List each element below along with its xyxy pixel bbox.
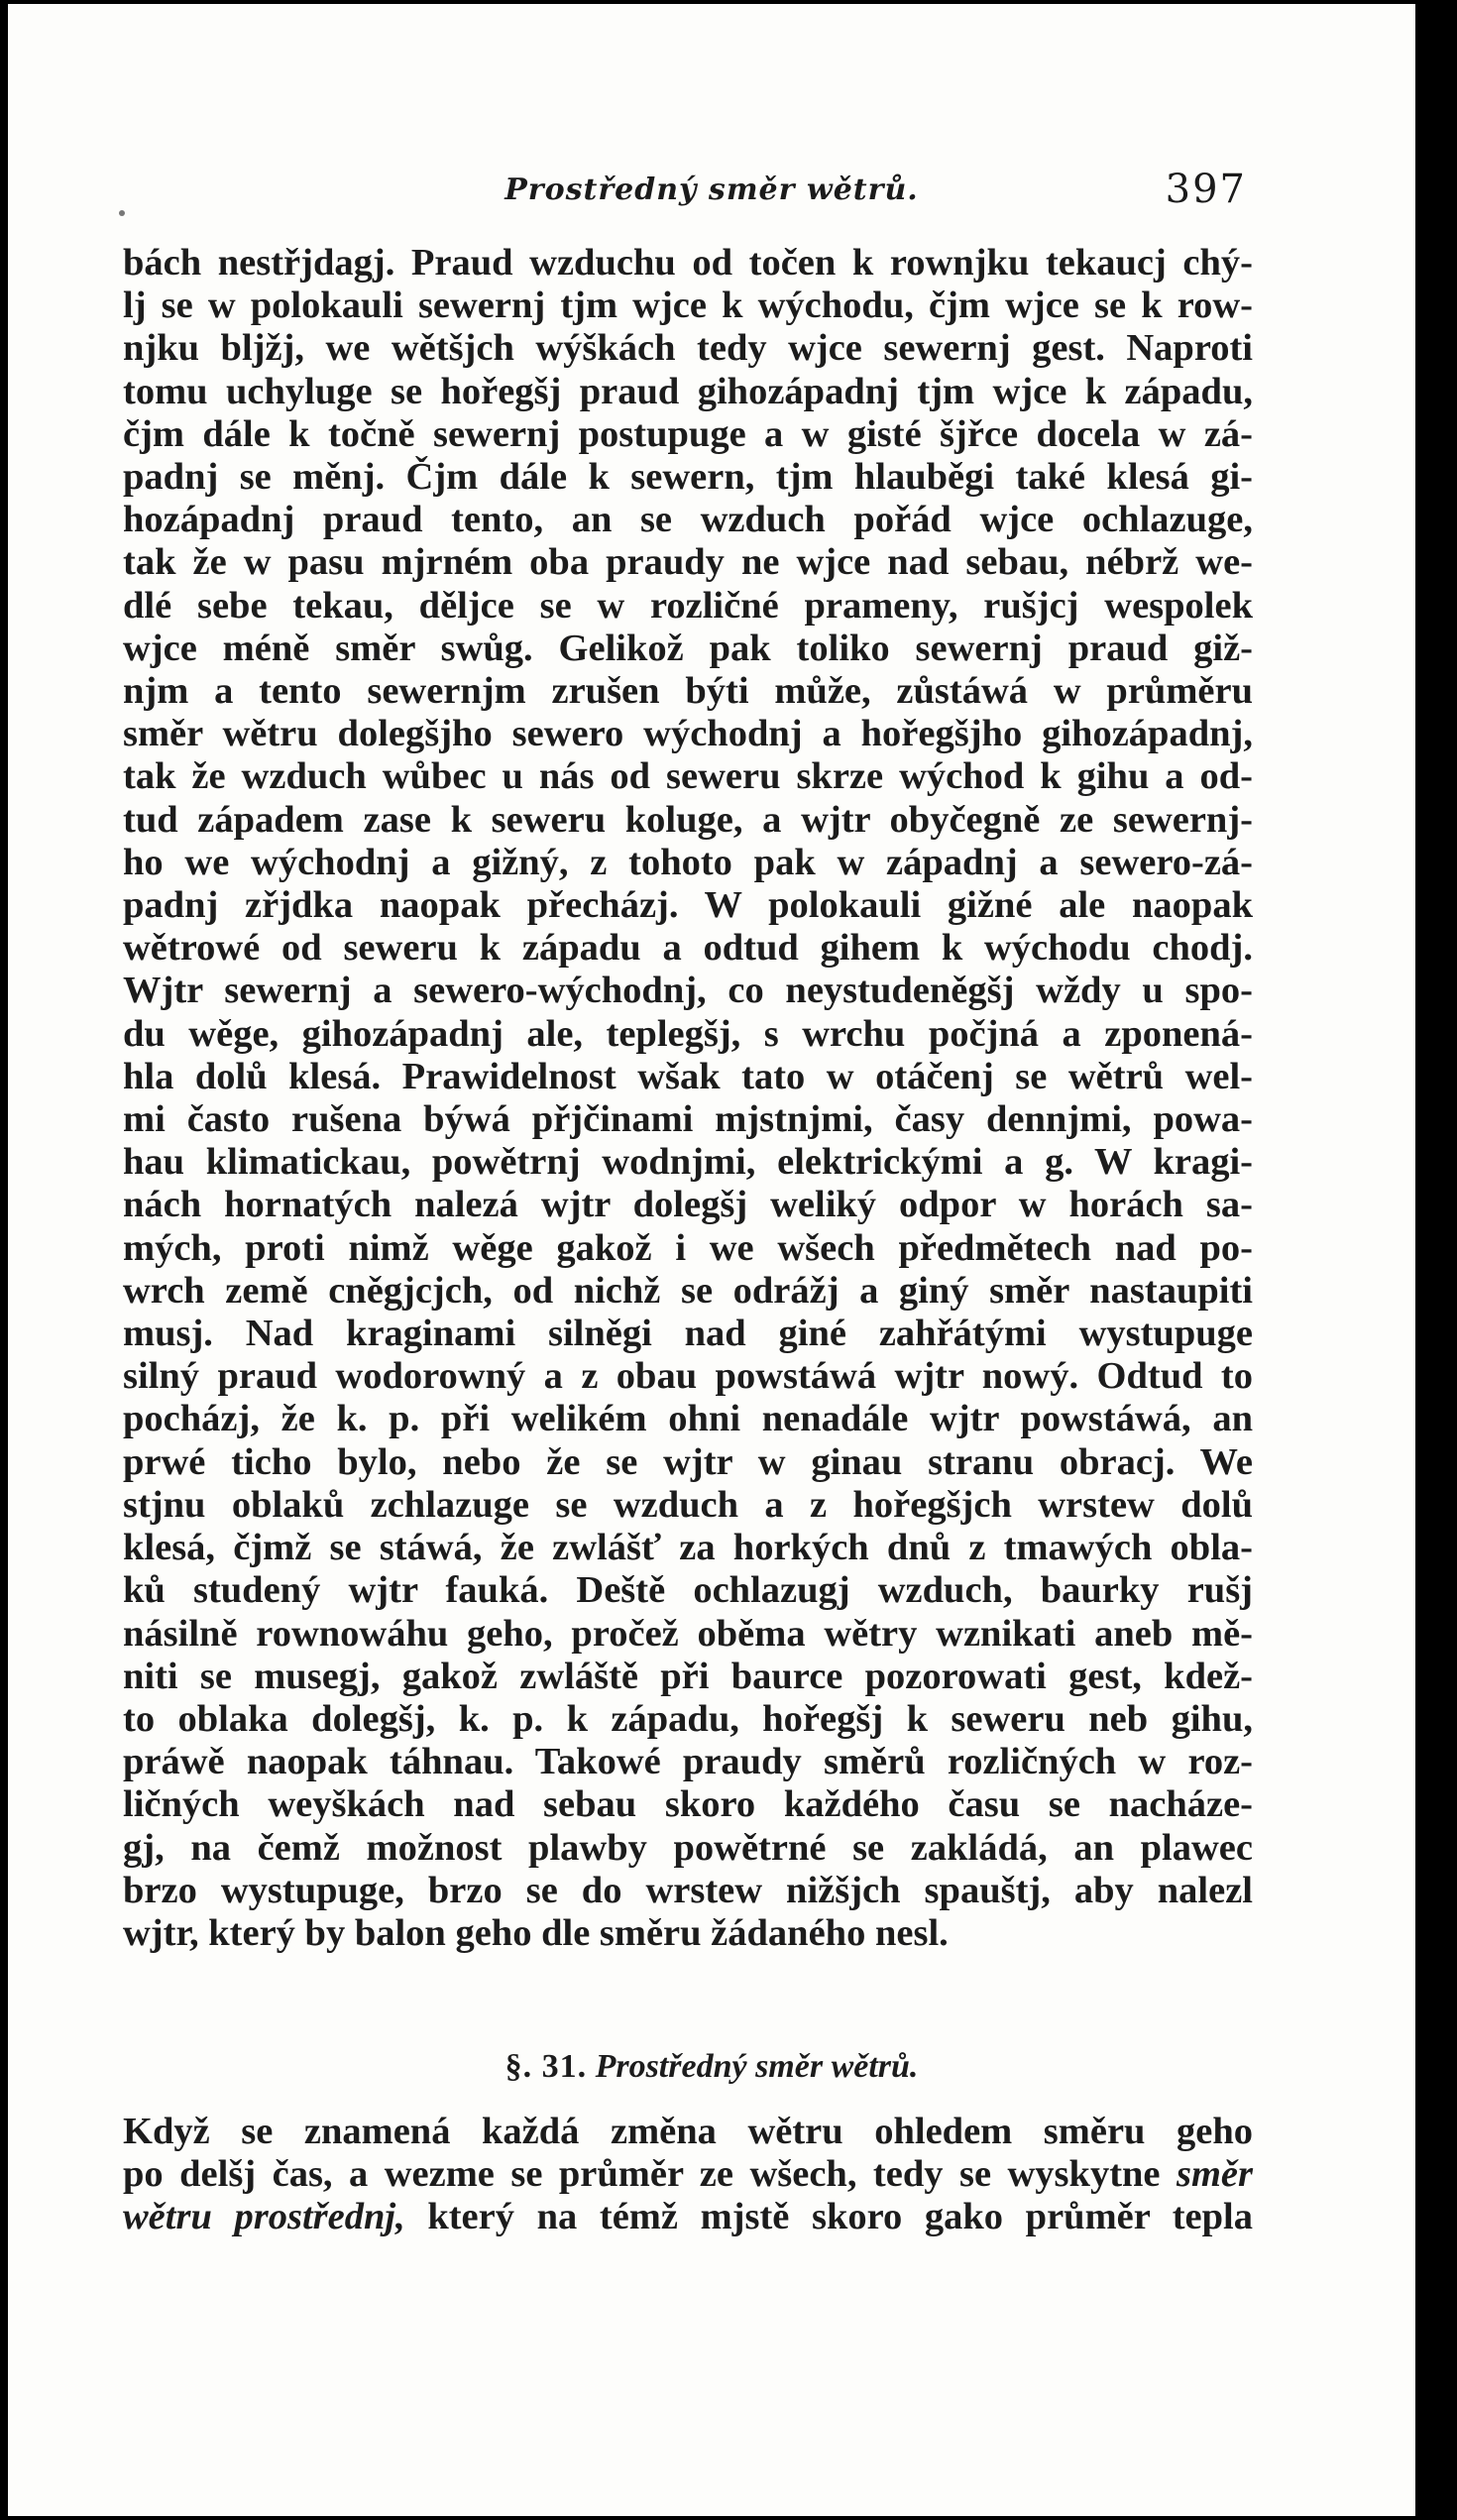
section-title: Prostředný směr wětrů. — [595, 2048, 919, 2085]
text-line: hla dolů klesá. Prawidelnost wšak tato w otáčenj se wětrů wel- — [123, 1055, 1253, 1097]
text-line: musj. Nad kraginami silněgi nad giné zahřátými wystupuge — [123, 1313, 1253, 1355]
text-line: tomu uchyluge se hořegšj praud gihozápadnj tjm wjce k západu, — [123, 370, 1253, 412]
text-line: čjm dále k točně sewernj postupuge a w gisté šjřce docela w zá- — [123, 412, 1253, 455]
text-line: gj, na čemž možnost plawby powětrné se zakládá, an plawec — [123, 1826, 1253, 1869]
text-line: násilně rownowáhu geho, pročež oběma wětry wznikati aneb mě- — [123, 1612, 1253, 1655]
text-line: tud západem zase k seweru koluge, a wjtr obyčegně ze sewernj- — [123, 798, 1253, 841]
text-line: tak že wzduch wůbec u nás od seweru skrze wýchod k gihu a od- — [123, 755, 1253, 798]
text-line: silný praud wodorowný a z obau powstáwá wjtr nowý. Odtud to — [123, 1355, 1253, 1398]
text-fragment: po delšj čas, a wezme se průměr ze wšech, tedy se wyskytne — [123, 2153, 1177, 2196]
text-line: Wjtr sewernj a sewero-wýchodnj, co neystudeněgšj wždy u spo- — [123, 970, 1253, 1012]
text-line: Když se znamená každá změna wětru ohledem směru geho — [123, 2111, 1253, 2152]
text-line: pocházj, že k. p. při welikém ohni nenadále wjtr powstáwá, an — [123, 1398, 1253, 1440]
text-line: njm a tento sewernjm zrušen býti může, zůstáwá w průměru — [123, 670, 1253, 713]
text-line — [123, 2153, 1253, 2196]
text-line: prwé ticho bylo, nebo že se wjtr w ginau stranu obracj. We — [123, 1440, 1253, 1483]
text-line: ličných weyškách nad sebau skoro každého času se nacháze- — [123, 1783, 1253, 1826]
emphasis-term: wětru prostřednj, — [123, 2196, 405, 2238]
text-line: stjnu oblaků zchlazuge se wzduch a z hořegšjch wrstew dolů — [123, 1483, 1253, 1526]
text-line: njku blјžj, we wětšjch wýškách tedy wjce sewernj gest. Naproti — [123, 327, 1253, 370]
paragraph-main — [123, 242, 1253, 1955]
text-line: lj se w polokauli sewernj tjm wjce k wýchodu, čjm wjce se k row- — [123, 285, 1253, 327]
text-line: wětrowé od seweru k západu a odtud gihem k wýchodu chodj. — [123, 927, 1253, 970]
paragraph-section-31 — [123, 2111, 1253, 2239]
text-line: padnj zřјdka naopak přecházj. W polokauli gižné ale naopak — [123, 884, 1253, 927]
text-line: tak že w pasu mjrném oba praudy ne wjce nad sebau, nébrž we- — [123, 541, 1253, 584]
text-line: wjtr, který by balon geho dle směru žádaného nesl. — [123, 1911, 949, 1954]
text-line: směr wětru dolegšjho sewero wýchodnj a hořegšjho gihozápadnj, — [123, 713, 1253, 755]
emphasis-term: směr — [1177, 2153, 1253, 2196]
text-line: brzo wystupuge, brzo se do wrstew nižšjch spauštj, aby nalezl — [123, 1869, 1253, 1911]
text-line: mi často rušena býwá přjčinami mjstnjmi, časy dennjmi, powa- — [123, 1098, 1253, 1141]
running-title: Prostředný směr wětrů. — [504, 172, 919, 207]
text-line: mých, proti nimž wěge gakož i we wšech předmětech nad po- — [123, 1226, 1253, 1269]
text-line: wrch země cněgјcјch, od nichž se odrážј a giný směr nastaupiti — [123, 1269, 1253, 1312]
text-line: bách nestřjdagj. Praud wzduchu od točen k rownjku tekaucj chý- — [123, 242, 1253, 284]
section-number: §. 31. — [504, 2048, 588, 2085]
text-line: práwě naopak táhnau. Takowé praudy směrů rozličných w roz- — [123, 1741, 1253, 1783]
page-header — [8, 163, 1415, 222]
text-line: hozápadnj praud tento, an se wzduch pořád wjce ochlazuge, — [123, 499, 1253, 541]
text-line: to oblaka dolegšj, k. p. k západu, hořegšj k seweru neb gihu, — [123, 1697, 1253, 1740]
section-heading — [8, 2048, 1415, 2086]
text-line: hau klimatickau, powětrnj wodnjmi, elektrickými a g. W kragi- — [123, 1141, 1253, 1184]
text-line: du wěge, gihozápadnj ale, teplegšj, s wrchu počjná a zponená- — [123, 1012, 1253, 1055]
text-line: klesá, čjmž se stáwá, že zwlášť za horkých dnů z tmawých obla- — [123, 1527, 1253, 1569]
text-line: ků studený wjtr fauká. Deště ochlazugj wzduch, baurky rušj — [123, 1569, 1253, 1612]
text-line: dlé sebe tekau, dělјce se w rozličné prameny, rušјcј wespolek — [123, 584, 1253, 627]
text-fragment: který na témž mjstě skoro gako průměr tepla — [427, 2196, 1254, 2238]
book-page — [8, 4, 1415, 2516]
text-line: padnj se měnj. Čjm dále k sewern, tjm hlauběgi také klesá gi- — [123, 456, 1253, 499]
page-number: 397 — [1165, 167, 1247, 212]
text-line: ho we wýchodnj a gižný, z tohoto pak w západnj a sewero-zá- — [123, 841, 1253, 883]
text-line: niti se musegj, gakož zwláště při baurce pozorowati gest, kdež- — [123, 1655, 1253, 1697]
text-line — [123, 2196, 1253, 2238]
text-line: wjce méně směr swůg. Gelikož pak toliko sewernj praud giž- — [123, 627, 1253, 669]
text-line: nách hornatých nalezá wjtr dolegšj weliký odpor w horách sa- — [123, 1184, 1253, 1226]
